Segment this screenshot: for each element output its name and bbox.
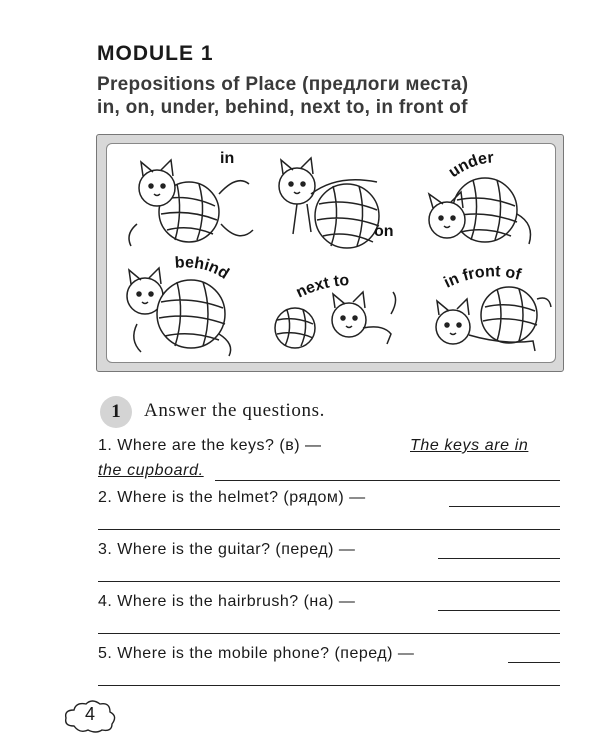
question-2: 2. Where is the helmet? (рядом) — [98, 489, 366, 506]
cat-in-yarn-image [117, 154, 257, 254]
answer-line-1b[interactable] [215, 480, 560, 481]
label-on: on [374, 223, 394, 240]
svg-text:behind [174, 256, 232, 283]
lesson-subtitle [97, 73, 567, 119]
subtitle-line-1: Prepositions of Place (предлоги места) [97, 74, 469, 95]
answer-1-line-1[interactable]: The keys are in [410, 437, 529, 454]
prepositions-illustration-frame [96, 134, 564, 372]
label-behind-arc [169, 256, 259, 316]
answer-line-3a[interactable] [438, 558, 560, 559]
question-5: 5. Where is the mobile phone? (перед) — [98, 645, 415, 662]
label-behind: behind [174, 256, 232, 283]
prepositions-illustration [106, 143, 556, 363]
answer-line-2b[interactable] [98, 529, 560, 530]
answer-line-5b[interactable] [98, 685, 560, 686]
answer-line-3b[interactable] [98, 581, 560, 582]
label-in-front-of-arc [439, 260, 556, 300]
label-next-to: next to [293, 272, 350, 302]
label-under-arc [443, 146, 543, 182]
label-in: in [220, 150, 235, 167]
cat-under-yarn-image [417, 174, 547, 254]
svg-text:under [446, 149, 494, 181]
answer-line-2a[interactable] [449, 506, 560, 507]
answer-line-5a[interactable] [508, 662, 560, 663]
question-3: 3. Where is the guitar? (перед) — [98, 541, 356, 558]
exercise-number-badge: 1 [100, 396, 132, 428]
svg-text:next to [294, 272, 350, 301]
answer-line-4b[interactable] [98, 633, 560, 634]
question-4: 4. Where is the hairbrush? (на) — [98, 593, 356, 610]
question-1: 1. Where are the keys? (в) — [98, 437, 322, 454]
label-under: under [445, 149, 495, 182]
exercise-instruction: Answer the questions. [144, 400, 325, 421]
answer-1-line-2[interactable]: the cupboard. [98, 462, 204, 479]
module-title: MODULE 1 [97, 42, 214, 65]
subtitle-line-2: in, on, under, behind, next to, in front of [97, 97, 468, 118]
answer-line-4a[interactable] [438, 610, 560, 611]
svg-text:in front of [441, 263, 523, 291]
page-number-cloud [62, 698, 118, 734]
page-number: 4 [84, 704, 95, 724]
cat-on-yarn-image [267, 154, 397, 264]
label-next-to-arc [293, 264, 393, 304]
label-in-front-of: in front of [441, 263, 523, 292]
